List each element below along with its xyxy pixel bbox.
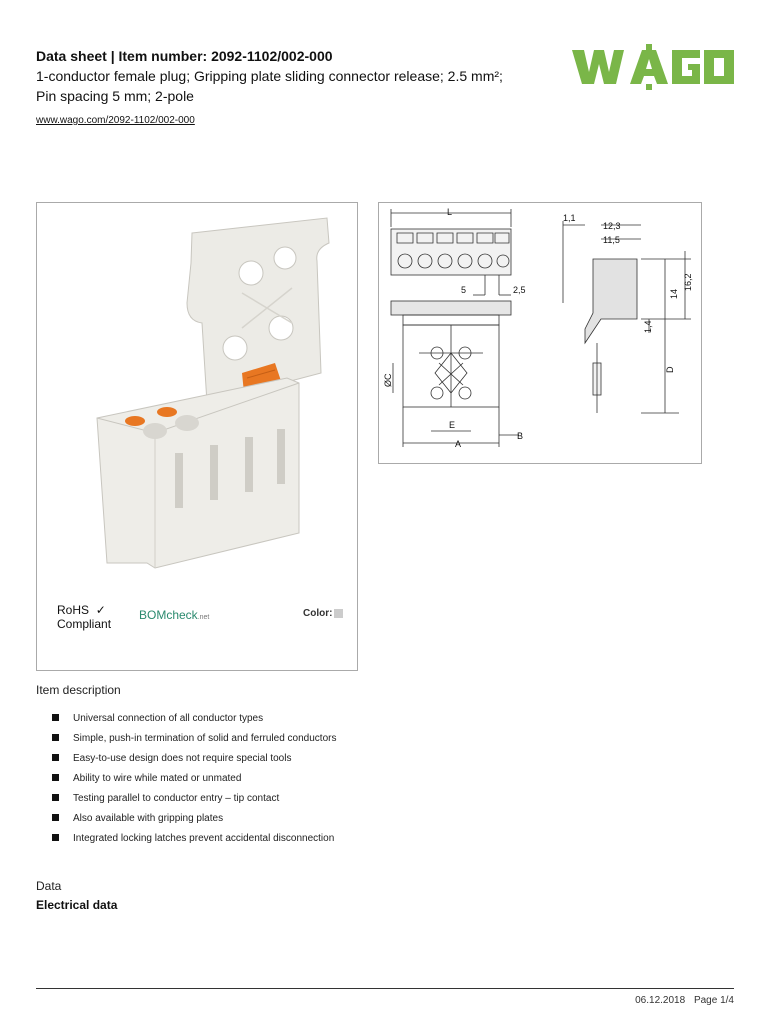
title-line-1: Data sheet | Item number: 2092-1102/002-000 [36,48,333,64]
wago-logo [572,44,734,90]
footer-divider [36,988,734,989]
list-item [52,752,336,772]
dim-D-label: D [665,366,675,373]
bomcheck-suffix: .net [197,614,210,621]
list-item [52,832,336,852]
data-heading: Data [36,879,62,893]
bullet-icon [52,714,59,721]
product-photo-panel [36,202,358,671]
feature-text: Integrated locking latches prevent accidental disconnection [73,833,335,844]
dim-5-label: 5 [461,285,467,295]
color-label: Color: [303,608,333,619]
dim-1-1-label: 1,1 [563,213,576,223]
color-indicator [303,608,343,619]
dim-L-label: L [447,207,453,217]
list-item [52,792,336,812]
rohs-label: RoHS [57,603,90,617]
title-line-2: 1-conductor female plug; Gripping plate sliding connector release; 2.5 mm²; [36,68,503,84]
bomcheck-text: BOMcheck [139,608,198,622]
list-item [52,812,336,832]
compliant-label: Compliant [57,617,112,631]
footer-date: 06.12.2018 [635,995,686,1006]
dim-oc-label: ØC [383,373,393,387]
dim-E-label: E [449,420,456,430]
feature-text: Easy-to-use design does not require special tools [73,753,292,764]
title-line-3: Pin spacing 5 mm; 2-pole [36,88,194,104]
dim-1-4-label: 1,4 [643,320,653,333]
feature-text: Universal connection of all conductor types [73,713,264,724]
bullet-icon [52,754,59,761]
color-swatch [334,609,343,618]
dim-14-label: 14 [669,288,679,299]
feature-text: Simple, push-in termination of solid and ferruled conductors [73,733,337,744]
technical-drawing-panel [378,202,702,464]
dim-B-label: B [517,431,524,441]
bullet-icon [52,734,59,741]
dim-12-3-label: 12,3 [603,221,621,231]
list-item [52,732,336,752]
item-description-heading: Item description [36,683,121,697]
product-url-link[interactable]: www.wago.com/2092-1102/002-000 [36,115,195,126]
feature-list [52,712,336,852]
bullet-icon [52,814,59,821]
feature-text: Ability to wire while mated or unmated [73,773,242,784]
list-item [52,772,336,792]
bullet-icon [52,794,59,801]
electrical-data-heading: Electrical data [36,898,118,912]
dim-A-label: A [455,439,462,449]
page-number: Page 1/4 [693,995,734,1006]
dim-11-5-label: 11,5 [603,235,620,245]
list-item [52,712,336,732]
page-footer [635,995,734,1006]
bullet-icon [52,834,59,841]
bomcheck-logo [139,608,209,622]
rohs-compliant-badge [57,603,111,631]
bullet-icon [52,774,59,781]
dim-2-5-label: 2,5 [513,285,526,295]
dim-16-2-label: 16,2 [683,273,693,291]
dimension-drawing [379,203,701,463]
document-title [36,46,556,106]
feature-text: Testing parallel to conductor entry – tip contact [73,793,280,804]
feature-text: Also available with gripping plates [73,813,224,824]
connector-illustration [37,203,357,593]
check-icon: ✓ [95,603,106,617]
